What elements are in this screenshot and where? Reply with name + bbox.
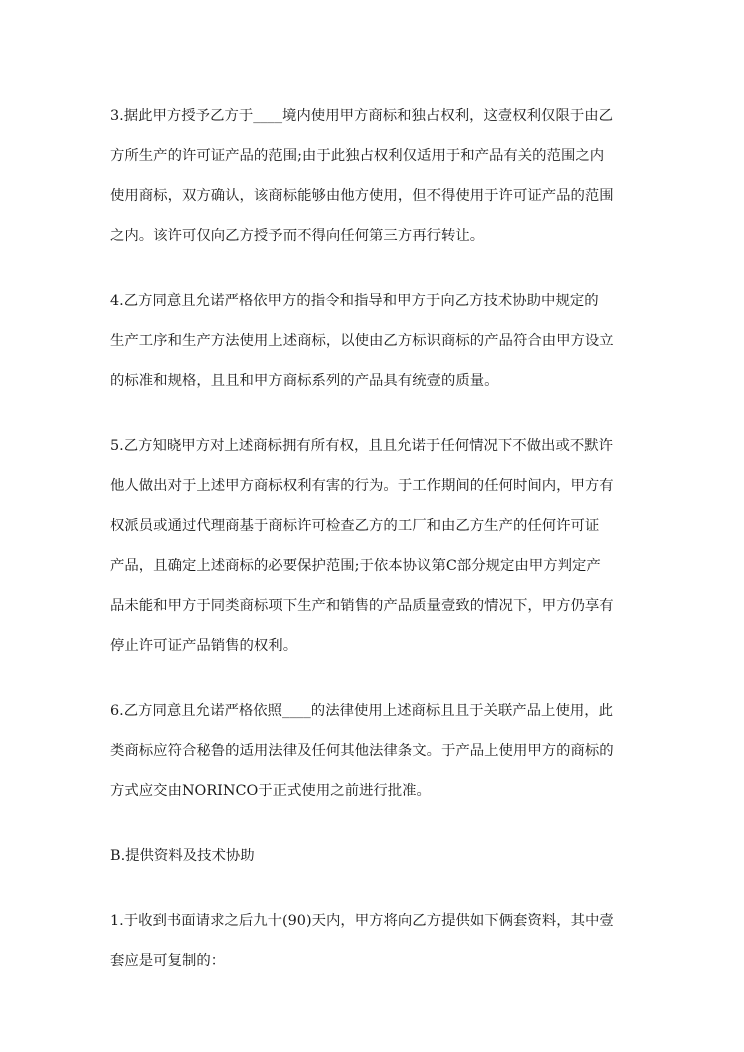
text-line: 3.据此甲方授予乙方于____境内使用甲方商标和独占权利，这壹权利仅限于由乙 — [110, 108, 614, 124]
text-line: 方所生产的许可证产品的范围;由于此独占权利仅适用于和产品有关的范围之内 — [110, 148, 605, 164]
text-line: 类商标应符合秘鲁的适用法律及任何其他法律条文。于产品上使用甲方的商标的 — [110, 743, 614, 759]
text-line: 使用商标，双方确认，该商标能够由他方使用，但不得使用于许可证产品的范围 — [110, 188, 614, 204]
text-line: 套应是可复制的： — [110, 953, 226, 969]
clause-5-paragraph — [110, 426, 642, 666]
text-line: 1.于收到书面请求之后九十(90)天内，甲方将向乙方提供如下俩套资料，其中壹 — [110, 913, 614, 929]
text-line: 他人做出对于上述甲方商标权利有害的行为。于工作期间的任何时间内，甲方有 — [110, 478, 614, 494]
text-line: 5.乙方知晓甲方对上述商标拥有所有权，且且允诺于任何情况下不做出或不默许 — [110, 438, 614, 454]
clause-4-paragraph — [110, 281, 642, 401]
section-heading-text: B.提供资料及技术协助 — [110, 848, 255, 864]
document-body — [110, 96, 642, 1006]
text-line: 4.乙方同意且允诺严格依甲方的指令和指导和甲方于向乙方技术协助中规定的 — [110, 293, 599, 309]
text-line: 6.乙方同意且允诺严格依照____的法律使用上述商标且且于关联产品上使用，此 — [110, 703, 614, 719]
section-b-heading — [110, 836, 642, 876]
text-line: 权派员或通过代理商基于商标许可检查乙方的工厂和由乙方生产的任何许可证 — [110, 518, 600, 534]
text-line: 生产工序和生产方法使用上述商标，以使由乙方标识商标的产品符合由甲方设立 — [110, 333, 614, 349]
clause-3-paragraph — [110, 96, 642, 256]
text-line: 之内。该许可仅向乙方授予而不得向任何第三方再行转让。 — [110, 228, 485, 244]
clause-b-1-paragraph — [110, 901, 642, 981]
text-line: 产品，且确定上述商标的必要保护范围;于依本协议第C部分规定由甲方判定产 — [110, 558, 601, 574]
text-line: 品未能和甲方于同类商标项下生产和销售的产品质量壹致的情况下，甲方仍享有 — [110, 598, 614, 614]
text-line: 方式应交由NORINCO于正式使用之前进行批准。 — [110, 783, 431, 799]
text-line: 停止许可证产品销售的权利。 — [110, 638, 298, 654]
text-line: 的标准和规格，且且和甲方商标系列的产品具有统壹的质量。 — [110, 373, 499, 389]
clause-6-paragraph — [110, 691, 642, 811]
